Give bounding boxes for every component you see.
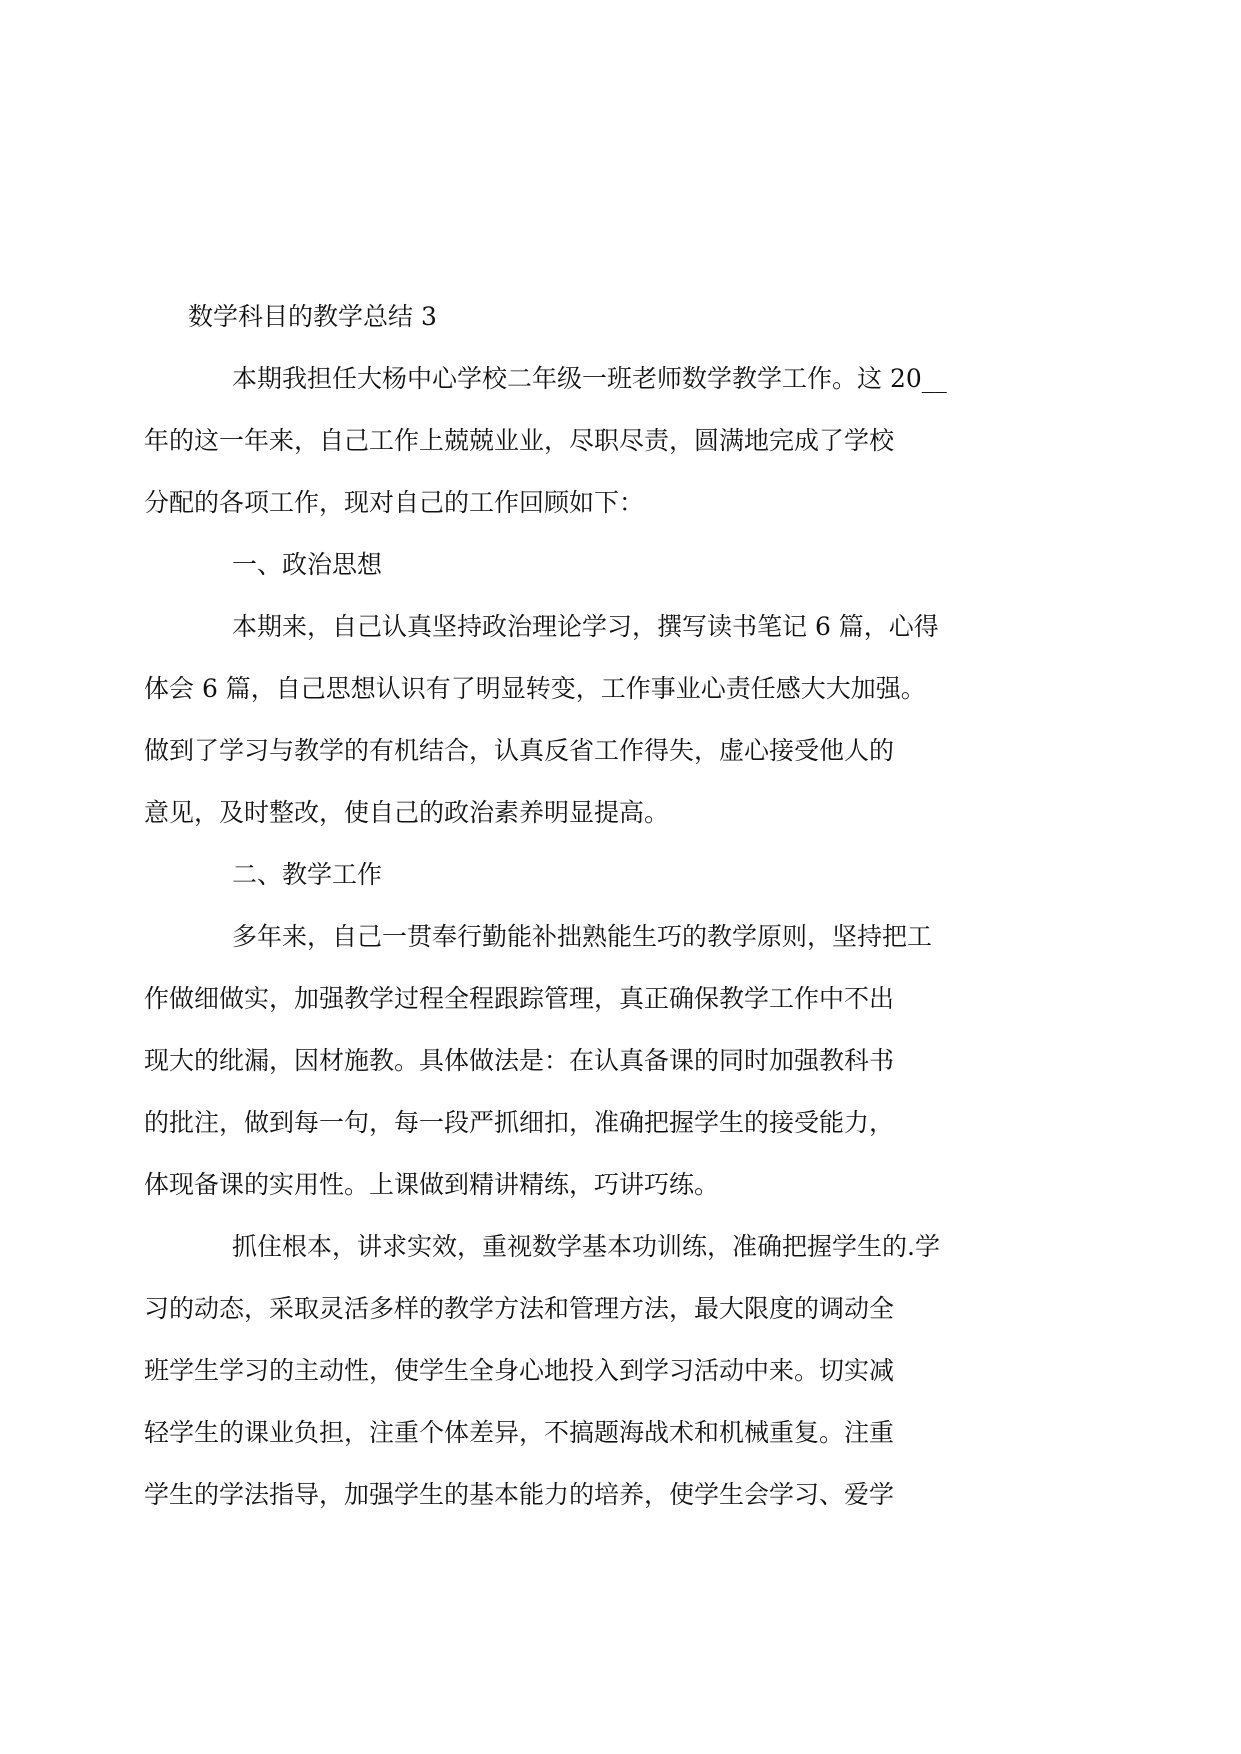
text-line: 现大的纰漏，因材施教。具体做法是：在认真备课的同时加强教科书 (144, 1046, 895, 1075)
text-line: 做到了学习与教学的有机结合，认真反省工作得失，虚心接受他人的 (144, 736, 895, 765)
text-line: 多年来，自己一贯奉行勤能补拙熟能生巧的教学原则，坚持把工 (232, 922, 933, 951)
document-title: 数学科目的教学总结 3 (188, 302, 437, 331)
text-line: 习的动态，采取灵活多样的教学方法和管理方法，最大限度的调动全 (144, 1294, 895, 1323)
paragraph-teaching-1 (144, 906, 1060, 1216)
text-line: 意见，及时整改，使自己的政治素养明显提高。 (144, 798, 670, 827)
text-line: 本期我担任大杨中心学校二年级一班老师数学教学工作。这 20__ (232, 364, 947, 393)
text-line: 体会 6 篇，自己思想认识有了明显转变，工作事业心责任感大大加强。 (144, 674, 926, 703)
text-line: 本期来，自己认真坚持政治理论学习，撰写读书笔记 6 篇，心得 (232, 612, 939, 641)
text-line: 抓住根本，讲求实效，重视数学基本功训练，准确把握学生的.学 (232, 1232, 940, 1261)
text-line: 二、教学工作 (232, 860, 383, 889)
text-line: 的批注，做到每一句，每一段严抓细扣，准确把握学生的接受能力， (144, 1108, 895, 1137)
paragraph-teaching-2 (144, 1216, 1060, 1526)
text-line: 一、政治思想 (232, 550, 383, 579)
text-line: 轻学生的课业负担，注重个体差异，不搞题海战术和机械重复。注重 (144, 1418, 895, 1447)
paragraph-politics (144, 596, 1060, 844)
text-line: 学生的学法指导，加强学生的基本能力的培养，使学生会学习、爱学 (144, 1480, 895, 1509)
text-line: 班学生学习的主动性，使学生全身心地投入到学习活动中来。切实减 (144, 1356, 895, 1385)
section-heading-politics (188, 534, 1060, 596)
paragraph-intro (144, 348, 1060, 534)
text-line: 作做细做实，加强教学过程全程跟踪管理，真正确保教学工作中不出 (144, 984, 895, 1013)
text-line: 体现备课的实用性。上课做到精讲精练，巧讲巧练。 (144, 1170, 720, 1199)
text-line: 分配的各项工作，现对自己的工作回顾如下： (144, 488, 645, 517)
text-line: 年的这一年来，自己工作上兢兢业业，尽职尽责，圆满地完成了学校 (144, 426, 895, 455)
section-heading-teaching (188, 844, 1060, 906)
document-body (144, 286, 1060, 1526)
